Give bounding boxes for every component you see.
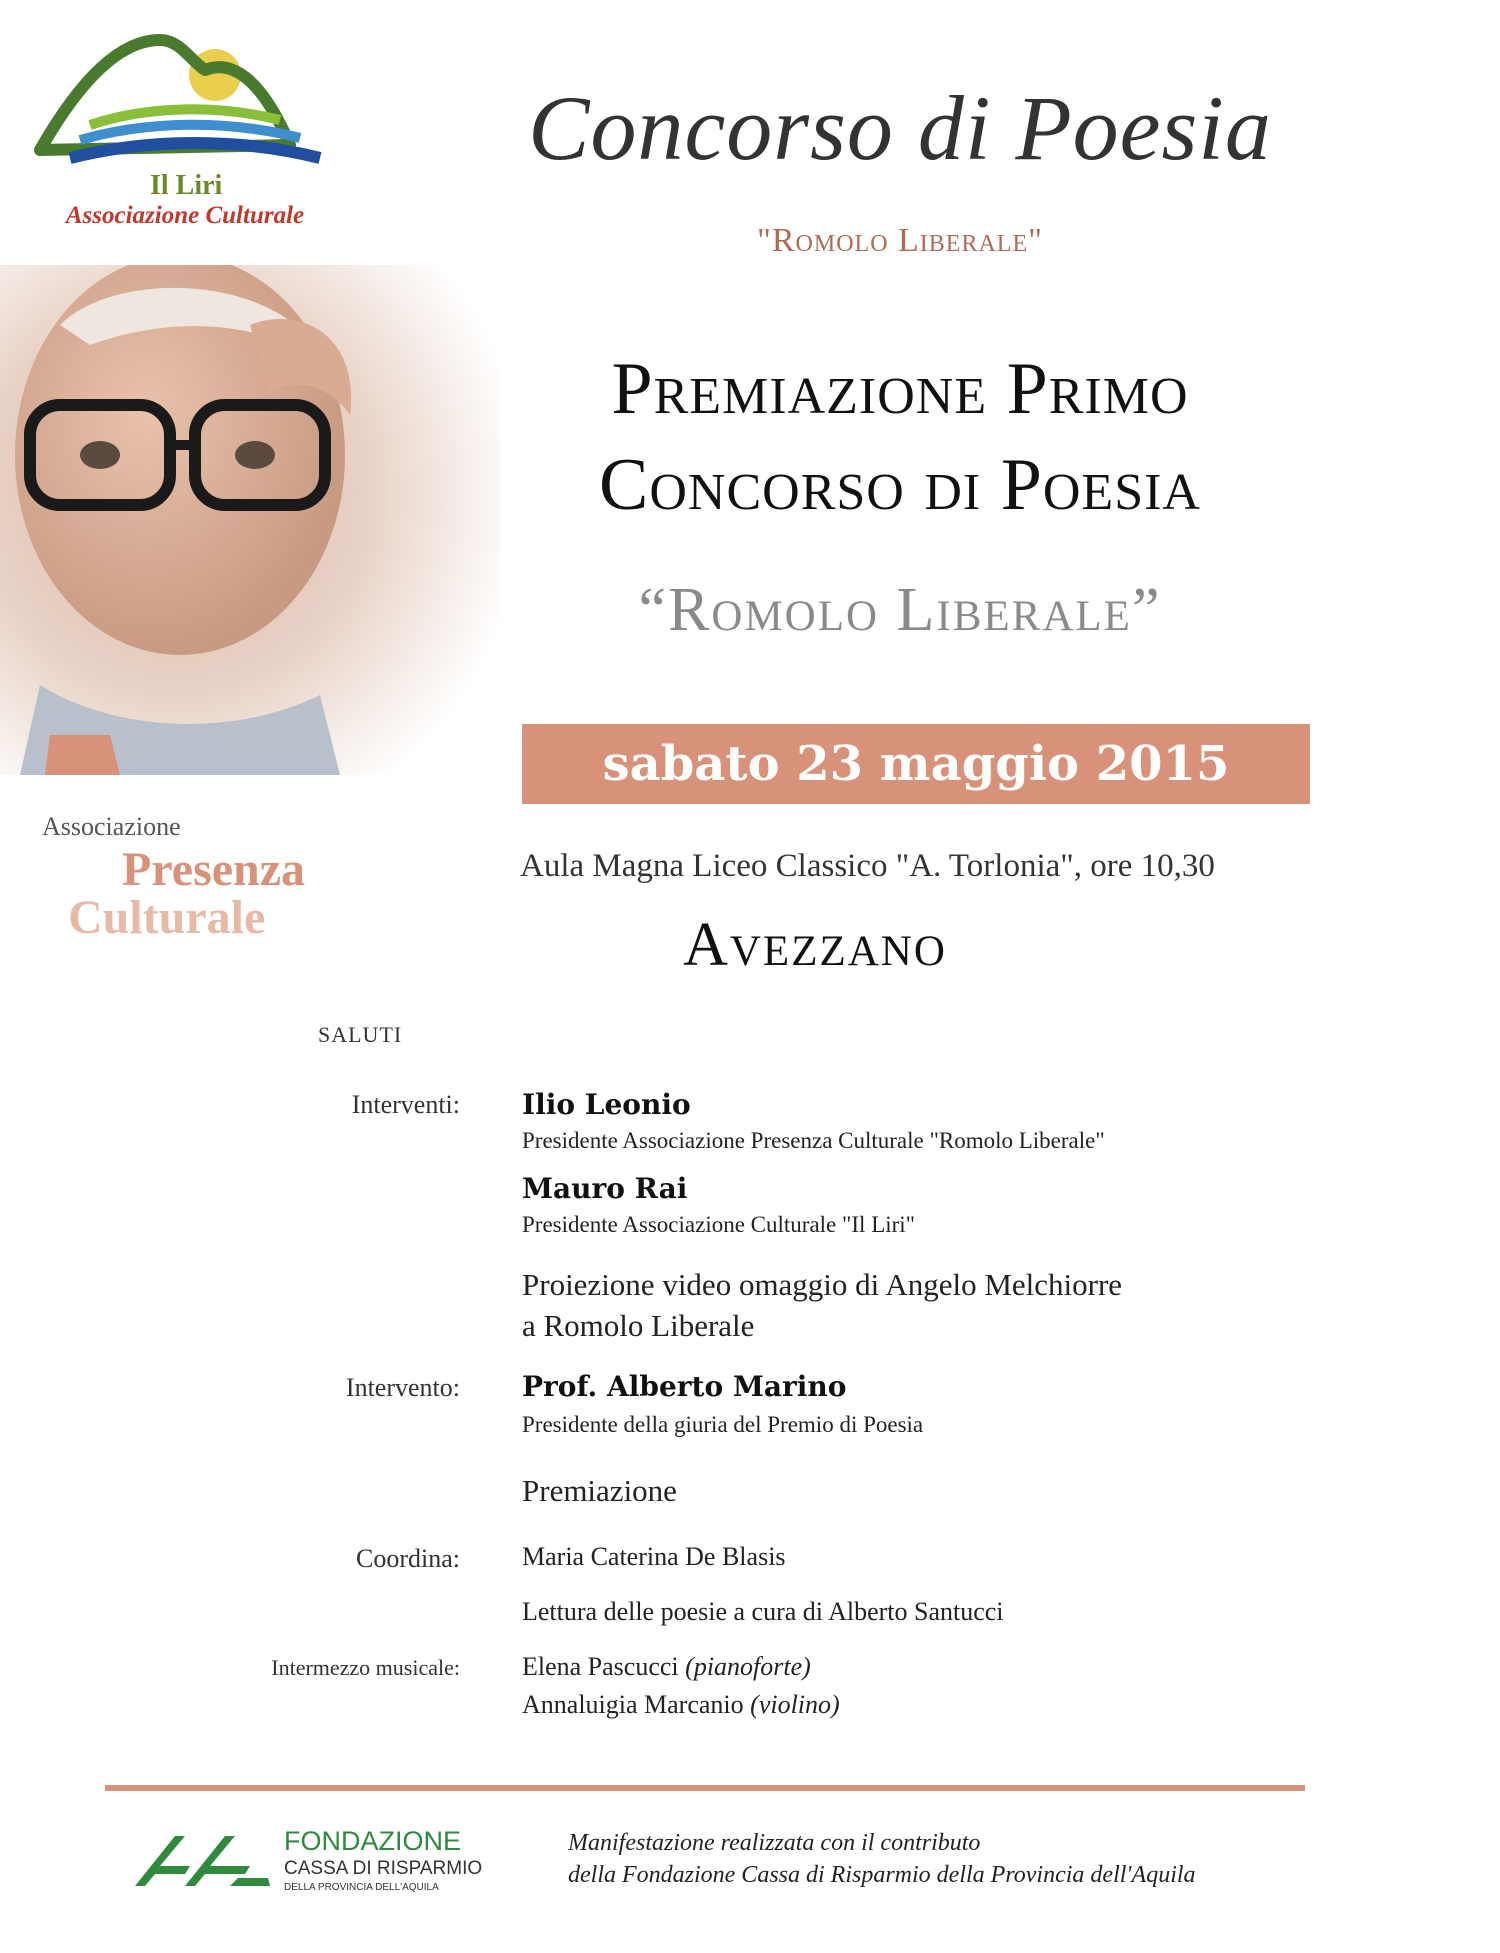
event-date: sabato 23 maggio 2015 [602, 736, 1230, 792]
musician-line [522, 1652, 811, 1682]
fondazione-name: FONDAZIONE [284, 1826, 462, 1856]
association-label: Associazione [42, 812, 181, 841]
header-subtitle: "Romolo Liberale" [756, 222, 1044, 259]
logo-subtitle: Associazione Culturale [65, 202, 305, 229]
speaker-name: Mauro Rai [522, 1172, 688, 1205]
fondazione-provincia: DELLA PROVINCIA DELL'AQUILA [284, 1882, 439, 1893]
musician-name: Annaluigia Marcanio [522, 1690, 744, 1719]
sponsor-note-line1: Manifestazione realizzata con il contributo [568, 1830, 981, 1856]
musician-instrument: (violino) [750, 1690, 840, 1719]
coordinator-name: Maria Caterina De Blasis [522, 1542, 786, 1571]
date-banner [522, 724, 1310, 804]
header-title: Concorso di Poesia [528, 77, 1272, 179]
speaker-role: Presidente Associazione Presenza Culturale "Romolo Liberale" [522, 1128, 1105, 1153]
speaker-role: Presidente Associazione Culturale "Il Liri" [522, 1212, 916, 1237]
video-tribute-line2: a Romolo Liberale [522, 1308, 755, 1343]
speaker-role: Presidente della giuria del Premio di Poesia [522, 1412, 924, 1437]
speaker-name: Prof. Alberto Marino [522, 1370, 847, 1403]
association-name-line2: Culturale [68, 891, 266, 944]
lettura-line: Lettura delle poesie a cura di Alberto Santucci [522, 1597, 1004, 1626]
main-title-line1: Premiazione Primo [611, 348, 1189, 430]
premiazione-label: Premiazione [522, 1473, 677, 1508]
logo-name: Il Liri [150, 170, 223, 201]
coordina-label: Coordina: [356, 1544, 460, 1573]
speaker-name: Ilio Leonio [522, 1088, 691, 1121]
city-name: Avezzano [683, 911, 947, 979]
venue-line: Aula Magna Liceo Classico "A. Torlonia", ore 10,30 [520, 848, 1215, 884]
main-title-line2: Concorso di Poesia [599, 444, 1201, 526]
video-tribute-line1: Proiezione video omaggio di Angelo Melchiorre [522, 1267, 1123, 1302]
fondazione-logo-icon [130, 1826, 280, 1896]
sponsor-note-line2: della Fondazione Cassa di Risparmio della Provincia dell'Aquila [568, 1862, 1196, 1888]
portrait-image [0, 265, 500, 775]
musician-instrument: (pianoforte) [685, 1652, 811, 1681]
mountain-logo-icon [30, 20, 340, 170]
association-name-line1: Presenza [122, 843, 306, 896]
intervento-label: Intervento: [345, 1373, 460, 1402]
saluti-label: SALUTI [318, 1022, 403, 1047]
footer-divider [105, 1785, 1305, 1791]
interventi-label: Interventi: [351, 1090, 460, 1119]
intermezzo-label: Intermezzo musicale: [271, 1655, 460, 1680]
honoree-name: “Romolo Liberale” [638, 576, 1162, 644]
musician-name: Elena Pascucci [522, 1652, 679, 1681]
fondazione-cassa: CASSA DI RISPARMIO [284, 1858, 483, 1879]
il-liri-logo [30, 20, 340, 235]
musician-line [522, 1690, 840, 1720]
